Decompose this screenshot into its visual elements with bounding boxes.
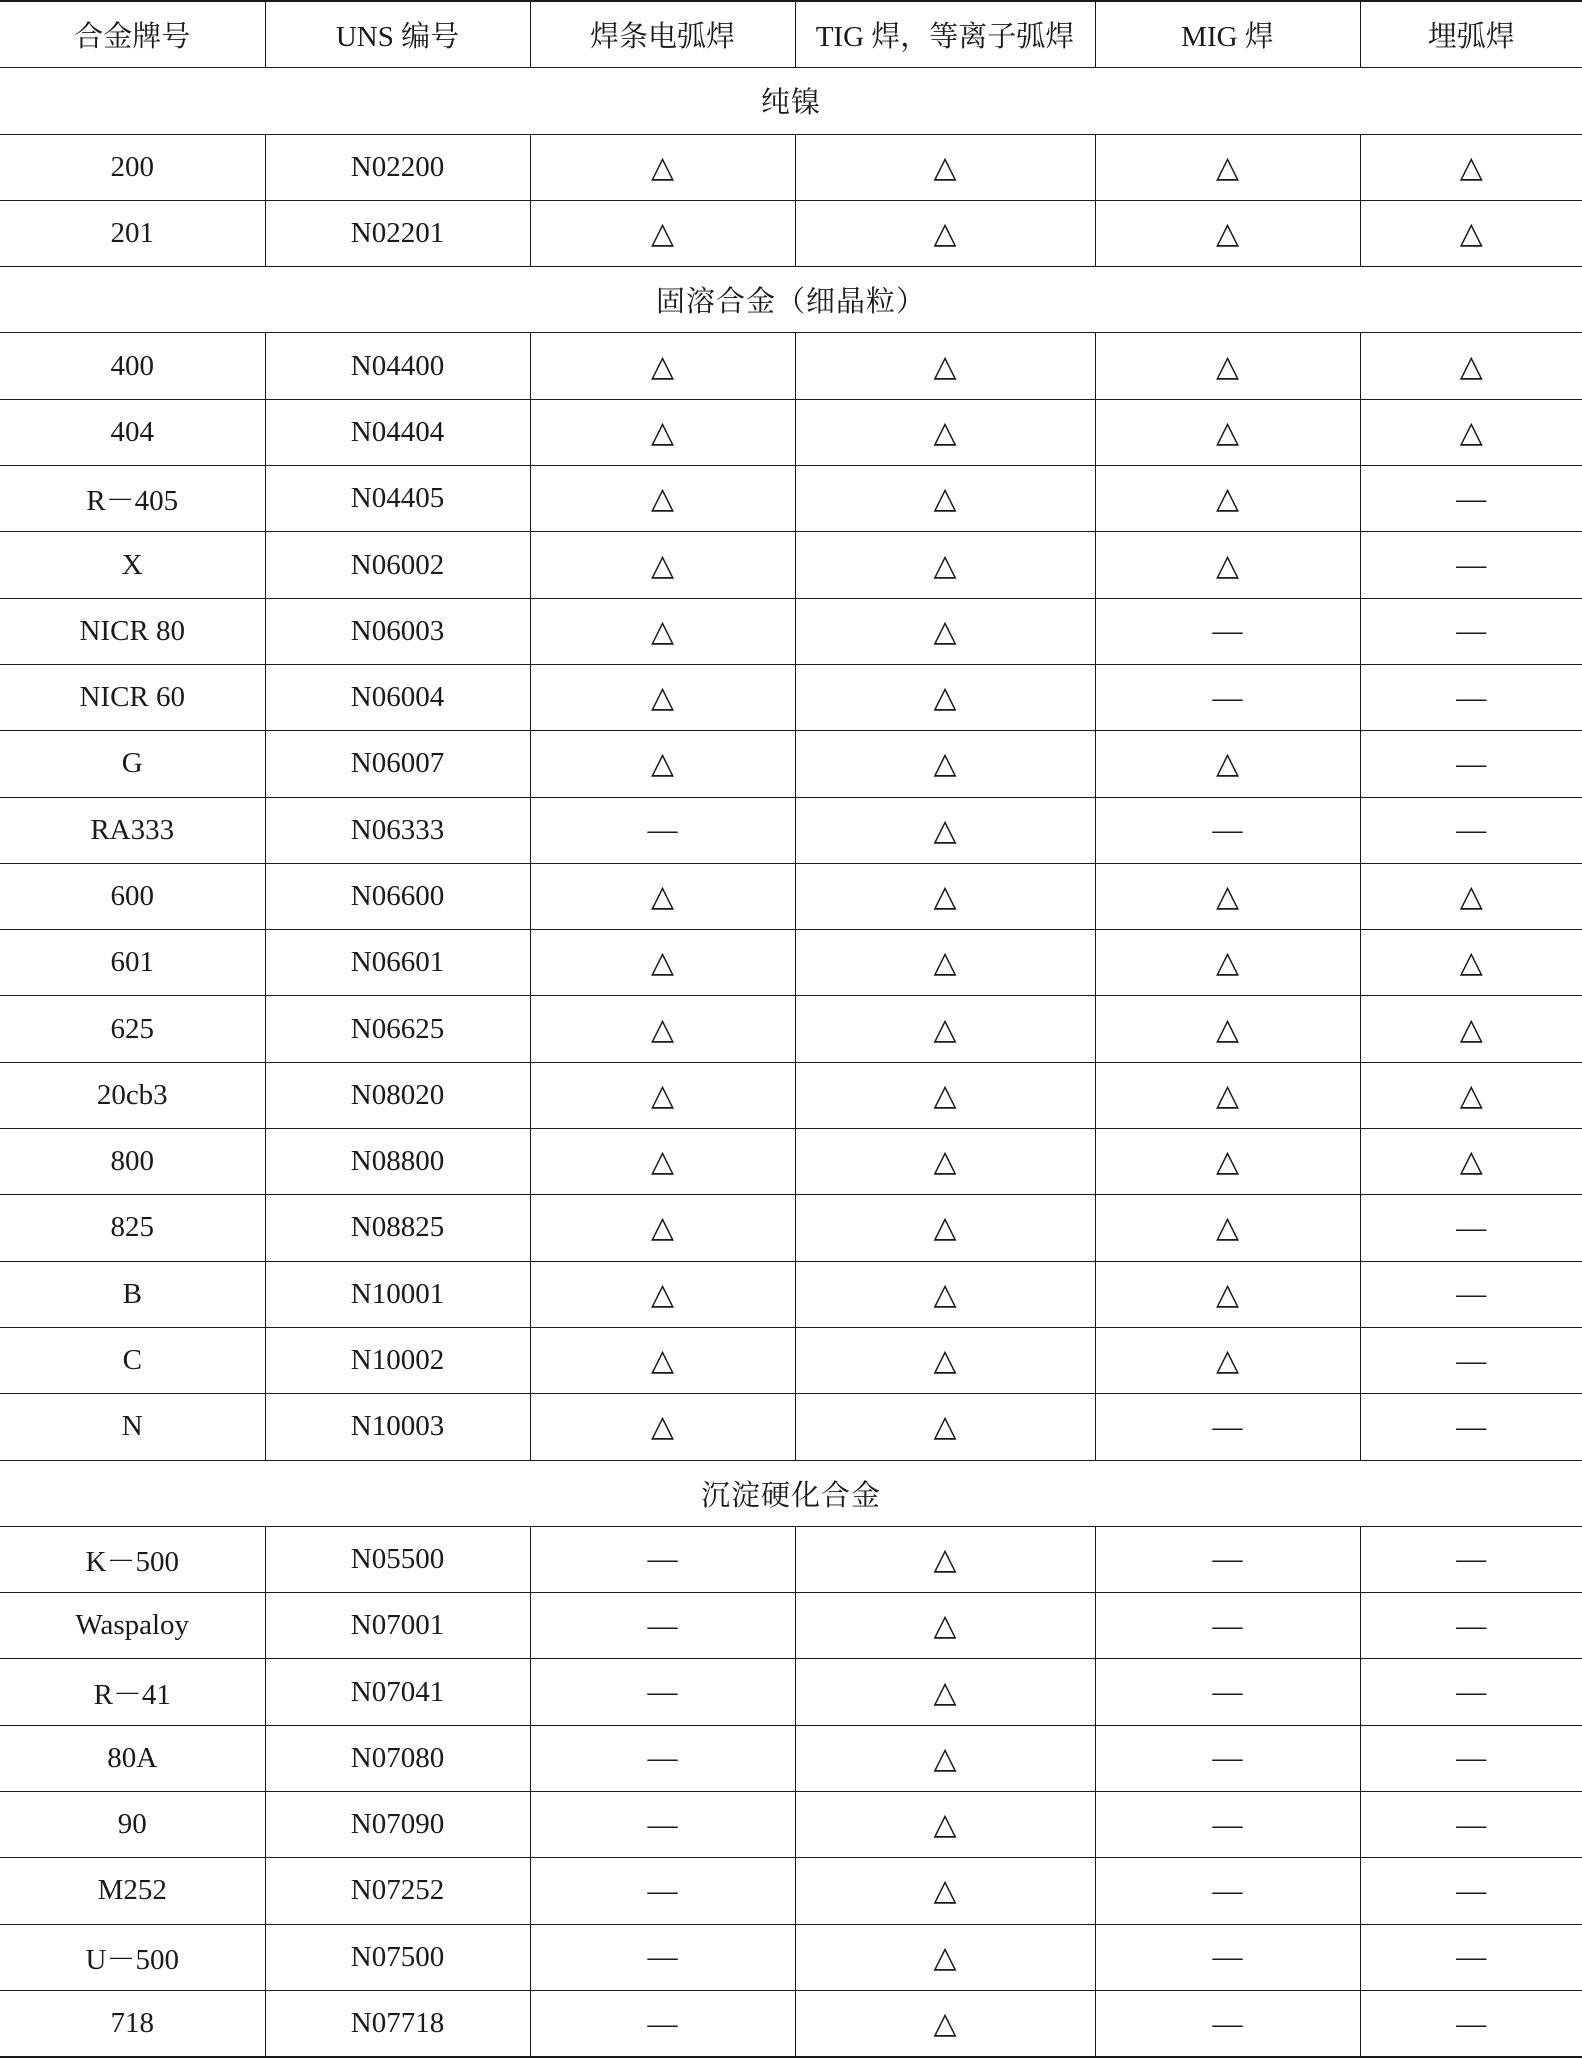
mig-cell: △ — [1095, 1327, 1360, 1393]
tig-plasma-cell: △ — [795, 598, 1095, 664]
table-row — [0, 1261, 1582, 1327]
mig-cell: △ — [1095, 996, 1360, 1062]
tig-plasma-cell: △ — [795, 930, 1095, 996]
smaw-cell: △ — [530, 1327, 795, 1393]
uns-number-cell: N04400 — [265, 333, 530, 399]
uns-number-cell: N06625 — [265, 996, 530, 1062]
tig-plasma-cell: △ — [795, 1725, 1095, 1791]
tig-plasma-cell: △ — [795, 532, 1095, 598]
saw-cell: △ — [1360, 134, 1582, 200]
smaw-cell: △ — [530, 1129, 795, 1195]
saw-cell: — — [1360, 1858, 1582, 1924]
mig-cell: △ — [1095, 1195, 1360, 1261]
tig-plasma-cell: △ — [795, 863, 1095, 929]
table-row — [0, 1858, 1582, 1924]
mig-cell: △ — [1095, 863, 1360, 929]
alloy-grade-cell: 200 — [0, 134, 265, 200]
saw-cell: △ — [1360, 200, 1582, 266]
mig-cell: △ — [1095, 200, 1360, 266]
table-row — [0, 1792, 1582, 1858]
header-tig-plasma: TIG 焊，等离子弧焊 — [795, 1, 1095, 68]
section-header-row — [0, 1460, 1582, 1526]
saw-cell: — — [1360, 1261, 1582, 1327]
smaw-cell: △ — [530, 532, 795, 598]
smaw-cell: △ — [530, 333, 795, 399]
tig-plasma-cell: △ — [795, 1062, 1095, 1128]
saw-cell: △ — [1360, 1129, 1582, 1195]
mig-cell: △ — [1095, 1261, 1360, 1327]
saw-cell: △ — [1360, 399, 1582, 465]
table-row — [0, 1659, 1582, 1725]
table-row — [0, 1394, 1582, 1460]
tig-plasma-cell: △ — [795, 399, 1095, 465]
uns-number-cell: N10003 — [265, 1394, 530, 1460]
saw-cell: — — [1360, 598, 1582, 664]
mig-cell: — — [1095, 1526, 1360, 1592]
table-row — [0, 797, 1582, 863]
table-row — [0, 996, 1582, 1062]
table-row — [0, 1195, 1582, 1261]
alloy-grade-cell: NICR 60 — [0, 664, 265, 730]
section-header-row — [0, 267, 1582, 333]
section-header-row — [0, 68, 1582, 134]
mig-cell: — — [1095, 664, 1360, 730]
smaw-cell: △ — [530, 1394, 795, 1460]
section-title: 纯镍 — [0, 68, 1582, 134]
uns-number-cell: N06601 — [265, 930, 530, 996]
tig-plasma-cell: △ — [795, 333, 1095, 399]
table-row — [0, 200, 1582, 266]
uns-number-cell: N07500 — [265, 1924, 530, 1990]
table-row — [0, 664, 1582, 730]
tig-plasma-cell: △ — [795, 200, 1095, 266]
smaw-cell: △ — [530, 1261, 795, 1327]
smaw-cell: △ — [530, 731, 795, 797]
smaw-cell: — — [530, 1924, 795, 1990]
uns-number-cell: N08020 — [265, 1062, 530, 1128]
table-row — [0, 466, 1582, 532]
uns-number-cell: N06007 — [265, 731, 530, 797]
uns-number-cell: N05500 — [265, 1526, 530, 1592]
tig-plasma-cell: △ — [795, 1924, 1095, 1990]
alloy-grade-cell: R－41 — [0, 1659, 265, 1725]
table-row — [0, 1593, 1582, 1659]
mig-cell: △ — [1095, 466, 1360, 532]
table-row — [0, 1129, 1582, 1195]
mig-cell: — — [1095, 1394, 1360, 1460]
saw-cell: — — [1360, 1327, 1582, 1393]
alloy-grade-cell: Waspaloy — [0, 1593, 265, 1659]
table-row — [0, 930, 1582, 996]
uns-number-cell: N04405 — [265, 466, 530, 532]
alloy-grade-cell: 90 — [0, 1792, 265, 1858]
smaw-cell: △ — [530, 863, 795, 929]
tig-plasma-cell: △ — [795, 1593, 1095, 1659]
mig-cell: — — [1095, 1924, 1360, 1990]
smaw-cell: △ — [530, 1062, 795, 1128]
alloy-grade-cell: 400 — [0, 333, 265, 399]
saw-cell: — — [1360, 1990, 1582, 2057]
uns-number-cell: N06003 — [265, 598, 530, 664]
section-title: 沉淀硬化合金 — [0, 1460, 1582, 1526]
smaw-cell: — — [530, 1725, 795, 1791]
mig-cell: — — [1095, 797, 1360, 863]
smaw-cell: △ — [530, 466, 795, 532]
table-row — [0, 1526, 1582, 1592]
mig-cell: △ — [1095, 532, 1360, 598]
saw-cell: — — [1360, 466, 1582, 532]
uns-number-cell: N08800 — [265, 1129, 530, 1195]
saw-cell: △ — [1360, 1062, 1582, 1128]
mig-cell: △ — [1095, 333, 1360, 399]
header-alloy-grade: 合金牌号 — [0, 1, 265, 68]
alloy-grade-cell: 625 — [0, 996, 265, 1062]
smaw-cell: △ — [530, 664, 795, 730]
smaw-cell: △ — [530, 598, 795, 664]
uns-number-cell: N10001 — [265, 1261, 530, 1327]
tig-plasma-cell: △ — [795, 1792, 1095, 1858]
smaw-cell: △ — [530, 134, 795, 200]
table-row — [0, 1990, 1582, 2057]
alloy-grade-cell: 718 — [0, 1990, 265, 2057]
saw-cell: — — [1360, 731, 1582, 797]
alloy-grade-cell: U－500 — [0, 1924, 265, 1990]
uns-number-cell: N06600 — [265, 863, 530, 929]
smaw-cell: △ — [530, 200, 795, 266]
smaw-cell: — — [530, 1526, 795, 1592]
header-smaw: 焊条电弧焊 — [530, 1, 795, 68]
smaw-cell: △ — [530, 930, 795, 996]
saw-cell: △ — [1360, 996, 1582, 1062]
table-body — [0, 68, 1582, 2057]
smaw-cell: △ — [530, 1195, 795, 1261]
alloy-grade-cell: G — [0, 731, 265, 797]
tig-plasma-cell: △ — [795, 1327, 1095, 1393]
mig-cell: △ — [1095, 731, 1360, 797]
table-row — [0, 863, 1582, 929]
table-row — [0, 1924, 1582, 1990]
alloy-grade-cell: N — [0, 1394, 265, 1460]
table-row — [0, 333, 1582, 399]
uns-number-cell: N07080 — [265, 1725, 530, 1791]
alloy-grade-cell: C — [0, 1327, 265, 1393]
uns-number-cell: N06004 — [265, 664, 530, 730]
alloy-grade-cell: X — [0, 532, 265, 598]
smaw-cell: △ — [530, 399, 795, 465]
alloy-grade-cell: R－405 — [0, 466, 265, 532]
saw-cell: — — [1360, 1593, 1582, 1659]
mig-cell: — — [1095, 1858, 1360, 1924]
smaw-cell: — — [530, 1593, 795, 1659]
header-uns-number: UNS 编号 — [265, 1, 530, 68]
alloy-grade-cell: 825 — [0, 1195, 265, 1261]
uns-number-cell: N06002 — [265, 532, 530, 598]
uns-number-cell: N04404 — [265, 399, 530, 465]
alloy-grade-cell: M252 — [0, 1858, 265, 1924]
mig-cell: △ — [1095, 134, 1360, 200]
mig-cell: △ — [1095, 930, 1360, 996]
tig-plasma-cell: △ — [795, 1659, 1095, 1725]
alloy-grade-cell: 600 — [0, 863, 265, 929]
table-row — [0, 598, 1582, 664]
header-row — [0, 1, 1582, 68]
saw-cell: — — [1360, 1195, 1582, 1261]
table-row — [0, 532, 1582, 598]
saw-cell: △ — [1360, 863, 1582, 929]
section-title: 固溶合金（细晶粒） — [0, 267, 1582, 333]
mig-cell: — — [1095, 1990, 1360, 2057]
uns-number-cell: N07090 — [265, 1792, 530, 1858]
tig-plasma-cell: △ — [795, 1858, 1095, 1924]
alloy-grade-cell: NICR 80 — [0, 598, 265, 664]
uns-number-cell: N07041 — [265, 1659, 530, 1725]
tig-plasma-cell: △ — [795, 996, 1095, 1062]
uns-number-cell: N07001 — [265, 1593, 530, 1659]
alloy-grade-cell: 800 — [0, 1129, 265, 1195]
alloy-grade-cell: K－500 — [0, 1526, 265, 1592]
tig-plasma-cell: △ — [795, 797, 1095, 863]
alloy-grade-cell: 601 — [0, 930, 265, 996]
tig-plasma-cell: △ — [795, 1129, 1095, 1195]
mig-cell: △ — [1095, 399, 1360, 465]
saw-cell: — — [1360, 797, 1582, 863]
saw-cell: △ — [1360, 930, 1582, 996]
header-saw: 埋弧焊 — [1360, 1, 1582, 68]
smaw-cell: — — [530, 1990, 795, 2057]
tig-plasma-cell: △ — [795, 1990, 1095, 2057]
tig-plasma-cell: △ — [795, 731, 1095, 797]
alloy-grade-cell: B — [0, 1261, 265, 1327]
smaw-cell: △ — [530, 996, 795, 1062]
saw-cell: — — [1360, 664, 1582, 730]
table-row — [0, 134, 1582, 200]
mig-cell: — — [1095, 1593, 1360, 1659]
saw-cell: — — [1360, 1792, 1582, 1858]
tig-plasma-cell: △ — [795, 466, 1095, 532]
mig-cell: △ — [1095, 1129, 1360, 1195]
saw-cell: — — [1360, 1659, 1582, 1725]
uns-number-cell: N07718 — [265, 1990, 530, 2057]
table-row — [0, 1327, 1582, 1393]
saw-cell: — — [1360, 1526, 1582, 1592]
saw-cell: △ — [1360, 333, 1582, 399]
tig-plasma-cell: △ — [795, 1195, 1095, 1261]
table-row — [0, 1062, 1582, 1128]
table-row — [0, 731, 1582, 797]
mig-cell: — — [1095, 598, 1360, 664]
uns-number-cell: N06333 — [265, 797, 530, 863]
smaw-cell: — — [530, 1858, 795, 1924]
alloy-grade-cell: RA333 — [0, 797, 265, 863]
uns-number-cell: N02201 — [265, 200, 530, 266]
mig-cell: — — [1095, 1659, 1360, 1725]
table-row — [0, 399, 1582, 465]
smaw-cell: — — [530, 797, 795, 863]
saw-cell: — — [1360, 1394, 1582, 1460]
smaw-cell: — — [530, 1792, 795, 1858]
tig-plasma-cell: △ — [795, 1526, 1095, 1592]
alloy-grade-cell: 20cb3 — [0, 1062, 265, 1128]
table-row — [0, 1725, 1582, 1791]
tig-plasma-cell: △ — [795, 1394, 1095, 1460]
saw-cell: — — [1360, 532, 1582, 598]
uns-number-cell: N10002 — [265, 1327, 530, 1393]
uns-number-cell: N02200 — [265, 134, 530, 200]
table-header — [0, 1, 1582, 68]
header-mig: MIG 焊 — [1095, 1, 1360, 68]
saw-cell: — — [1360, 1725, 1582, 1791]
alloy-grade-cell: 80A — [0, 1725, 265, 1791]
tig-plasma-cell: △ — [795, 1261, 1095, 1327]
mig-cell: — — [1095, 1725, 1360, 1791]
alloy-grade-cell: 404 — [0, 399, 265, 465]
uns-number-cell: N07252 — [265, 1858, 530, 1924]
smaw-cell: — — [530, 1659, 795, 1725]
tig-plasma-cell: △ — [795, 664, 1095, 730]
uns-number-cell: N08825 — [265, 1195, 530, 1261]
tig-plasma-cell: △ — [795, 134, 1095, 200]
mig-cell: — — [1095, 1792, 1360, 1858]
alloy-grade-cell: 201 — [0, 200, 265, 266]
mig-cell: △ — [1095, 1062, 1360, 1128]
saw-cell: — — [1360, 1924, 1582, 1990]
